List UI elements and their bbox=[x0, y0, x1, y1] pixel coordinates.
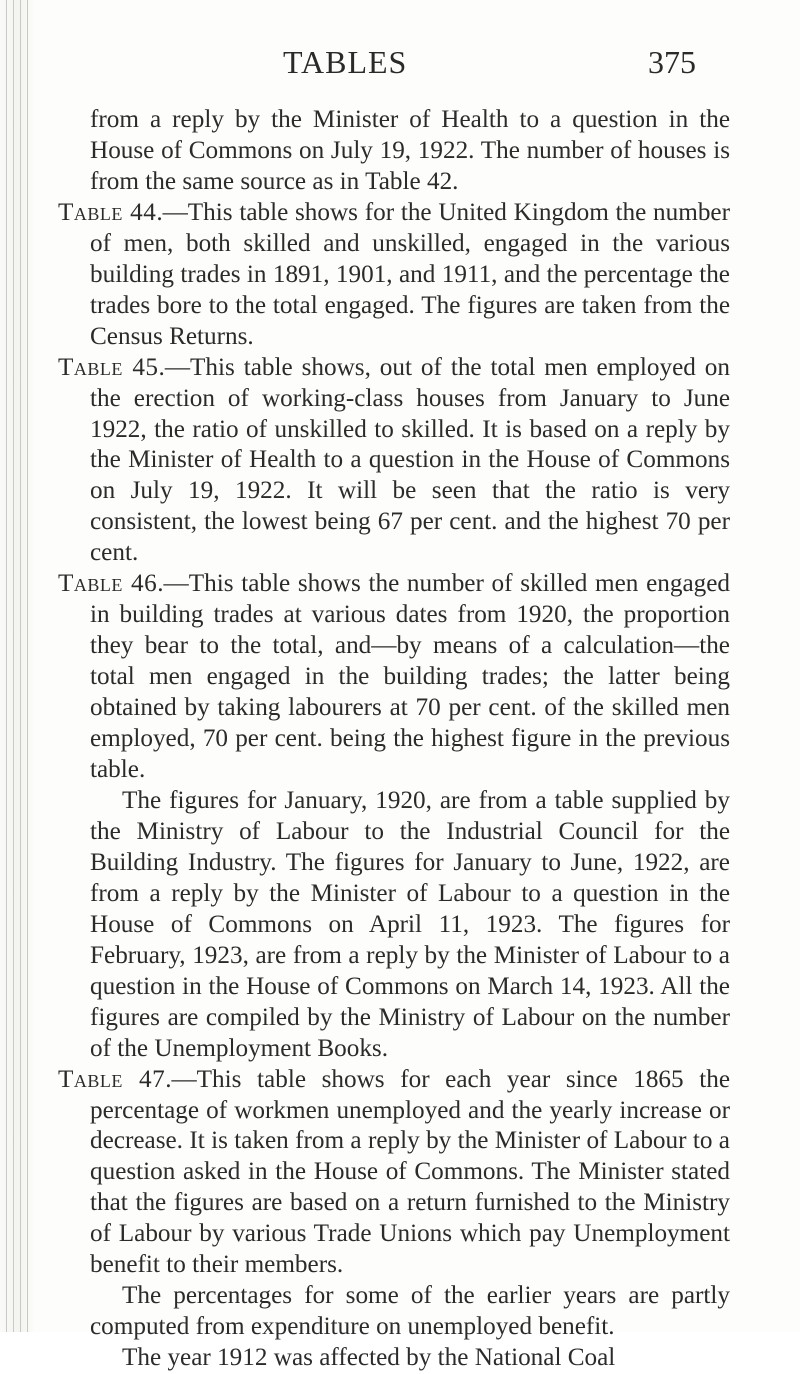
table-46-entry bbox=[58, 569, 730, 786]
earlier-years-paragraph: The percentages for some of the earlier years are partly computed from expenditure on unemployed benefit. bbox=[90, 1282, 730, 1341]
paragraph-continuation: from a reply by the Minister of Health to a question in the House of Commons on July 19, 1922. The number of houses is from the same source as in Table 42. bbox=[90, 106, 730, 195]
page-body bbox=[58, 105, 730, 1374]
table-44-text: .—This table shows for the United Kingdom the number of men, both skilled and unskilled, engaged in the various building trades in 1891, 1901, and 1911, and the percentage the trades bore to the total engaged. The figures are taken from the Census Returns. bbox=[90, 198, 730, 350]
running-head: TABLES bbox=[283, 44, 408, 80]
table-45-entry bbox=[58, 353, 730, 570]
table-47-text: .—This table shows for each year since 1865 the percentage of workmen unemployed and the yearly increase or decrease. It is taken from a reply by the Minister of Labour to a question asked in the House of Commons. The Minister stated that the figures are based on a return furnished to the Ministry of Labour by various Trade Unions which pay Unemployment benefit to their members. bbox=[90, 1065, 730, 1279]
table-45-text: .—This table shows, out of the total men employed on the erection of working-class houses from January to June 1922, the ratio of unskilled to skilled. It is based on a reply by the Minister of Health to a question in the House of Commons on July 19, 1922. It will be seen that the ratio is very consistent, the lowest being 67 per cent. and the highest 70 per cent. bbox=[90, 353, 730, 567]
table-46-text: .—This table shows the number of skilled men engaged in building trades at various dates from 1920, the proportion they bear to the total, and—by means of a calculation—the total men engaged in the building trades; the latter being obtained by taking labourers at 70 per cent. of the skilled men employed, 70 per cent. being the highest figure in the previous table. bbox=[90, 570, 730, 784]
table-45-label: Table 45 bbox=[58, 353, 159, 381]
year-1912-paragraph: The year 1912 was affected by the National Coal bbox=[122, 1344, 616, 1372]
table-47-entry bbox=[58, 1065, 730, 1282]
table-46-label: Table 46 bbox=[58, 570, 158, 598]
edge-line-2 bbox=[13, 0, 14, 1332]
table-44-entry bbox=[58, 198, 730, 353]
table-44-label: Table 44 bbox=[58, 198, 157, 226]
edge-line-1 bbox=[6, 0, 7, 1332]
edge-line-4 bbox=[27, 0, 28, 1332]
edge-line-3 bbox=[20, 0, 21, 1332]
page-header bbox=[0, 40, 800, 90]
table-47-label: Table 47 bbox=[58, 1065, 166, 1093]
page-number: 375 bbox=[648, 44, 696, 80]
table-46-sources-paragraph: The figures for January, 1920, are from a table supplied by the Ministry of Labour to the Industrial Council for the Building Industry. The figures for January to June, 1922, are from a reply by the Minister of Labour to a question in the House of Commons on April 11, 1923. The figures for February, 1923, are from a reply by the Minister of Labour to a question in the House of Commons on March 14, 1923. All the figures are compiled by the Ministry of Labour on the number of the Unemployment Books. bbox=[90, 786, 730, 1062]
